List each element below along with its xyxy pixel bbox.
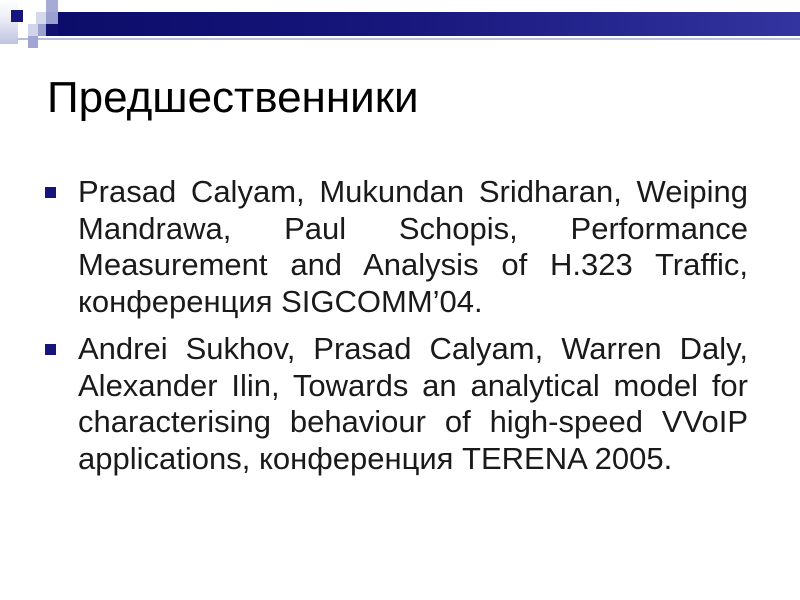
deco-square <box>46 12 58 24</box>
text-line: конференция SIGCOMM’04. <box>78 283 483 319</box>
deco-square <box>28 36 38 48</box>
bullet-list <box>45 174 748 477</box>
deco-square <box>46 0 58 12</box>
text-line: applications, конференция TERENA 2005. <box>78 440 673 476</box>
bullet-item <box>45 174 748 320</box>
deco-square <box>38 24 46 36</box>
bullet-text <box>78 331 748 477</box>
text-line: Mandrawa, Paul Schopis, Performance <box>78 210 748 246</box>
bar-underline <box>0 38 800 40</box>
top-bar <box>58 12 800 36</box>
text-line: Alexander Ilin, Towards an analytical model for <box>78 367 748 403</box>
deco-square <box>28 24 38 36</box>
deco-square-navy <box>11 10 23 22</box>
deco-square <box>36 12 46 24</box>
text-line: Prasad Calyam, Mukundan Sridharan, Weiping <box>78 174 748 209</box>
slide-title: Предшественники <box>47 73 419 122</box>
text-line: characterising behaviour of high-speed VVoIP <box>78 404 748 439</box>
gradient-strip <box>0 0 18 44</box>
bullet-square-icon <box>45 344 56 355</box>
deco-square <box>46 24 58 36</box>
text-line: Andrei Sukhov, Prasad Calyam, Warren Daly, <box>78 331 748 366</box>
bullet-square-icon <box>45 187 56 198</box>
bullet-text <box>78 174 748 320</box>
bullet-item <box>45 331 748 477</box>
text-line: Measurement and Analysis of H.323 Traffic, <box>78 247 748 282</box>
